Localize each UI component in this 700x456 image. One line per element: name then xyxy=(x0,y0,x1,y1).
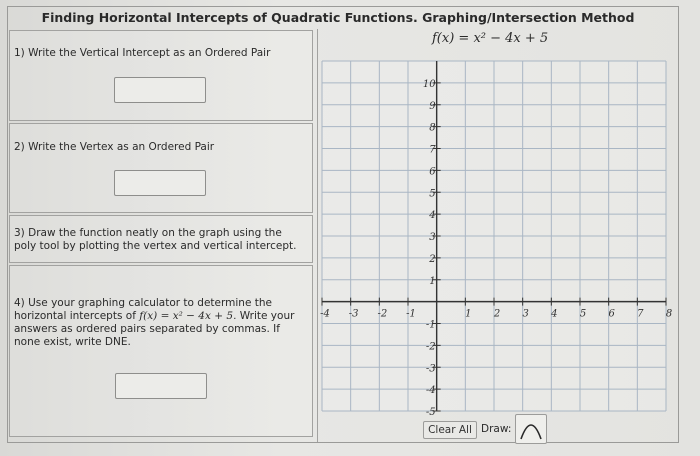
y-tick-label: 5 xyxy=(429,188,436,200)
poly-curve-icon[interactable] xyxy=(515,414,547,444)
x-tick-label: 2 xyxy=(493,308,501,320)
y-tick-label: 1 xyxy=(429,275,436,287)
x-tick-label: 5 xyxy=(579,308,587,320)
y-tick-label: 4 xyxy=(429,210,436,222)
clear-all-button[interactable]: Clear All xyxy=(423,421,477,439)
y-tick-label: -5 xyxy=(425,407,436,418)
y-tick-label: 3 xyxy=(429,232,436,243)
question-4-text-post: Write your answers as ordered pairs separated by commas. If none exist, write DNE. xyxy=(14,310,295,348)
y-tick-label: -3 xyxy=(425,363,436,375)
x-tick-label: 8 xyxy=(665,308,673,320)
question-4-text-pre: 4) Use your graphing calculator to determine the horizontal intercepts of xyxy=(14,297,272,322)
x-tick-label: 7 xyxy=(637,308,644,320)
draw-label: Draw: xyxy=(481,423,512,435)
y-tick-label: -1 xyxy=(425,319,436,331)
x-tick-label: -3 xyxy=(348,308,359,320)
y-tick-label: 7 xyxy=(429,144,436,156)
question-2-text: 2) Write the Vertex as an Ordered Pair xyxy=(14,141,215,153)
x-tick-label: 3 xyxy=(522,308,529,320)
y-tick-label: 9 xyxy=(429,100,436,112)
x-tick-label: -4 xyxy=(320,308,330,320)
poly-curve-icon-glyph xyxy=(516,415,546,443)
y-tick-label: -2 xyxy=(425,341,436,353)
question-4-inline-math: f(x) = x² − 4x + 5. xyxy=(139,310,237,322)
page-title: Finding Horizontal Intercepts of Quadratic Functions. Graphing/Intersection Method xyxy=(41,10,635,25)
question-3-text: 3) Draw the function neatly on the graph using the poly tool by plotting the vertex and vertical intercept. xyxy=(14,227,297,252)
y-tick-label: 2 xyxy=(429,253,436,265)
question-1-text: 1) Write the Vertical Intercept as an Ordered Pair xyxy=(14,47,271,59)
y-tick-label: 6 xyxy=(429,166,436,178)
x-tick-label: 6 xyxy=(608,308,615,320)
function-label: f(x) = x² − 4x + 5 xyxy=(432,31,549,46)
x-tick-label: -1 xyxy=(406,308,416,320)
y-tick-label: -4 xyxy=(425,385,436,397)
y-tick-label: 8 xyxy=(429,122,436,134)
x-tick-label: 4 xyxy=(551,308,558,320)
x-tick-label: 1 xyxy=(465,308,472,320)
y-tick-label: 10 xyxy=(422,78,436,90)
x-tick-label: -2 xyxy=(377,308,388,320)
